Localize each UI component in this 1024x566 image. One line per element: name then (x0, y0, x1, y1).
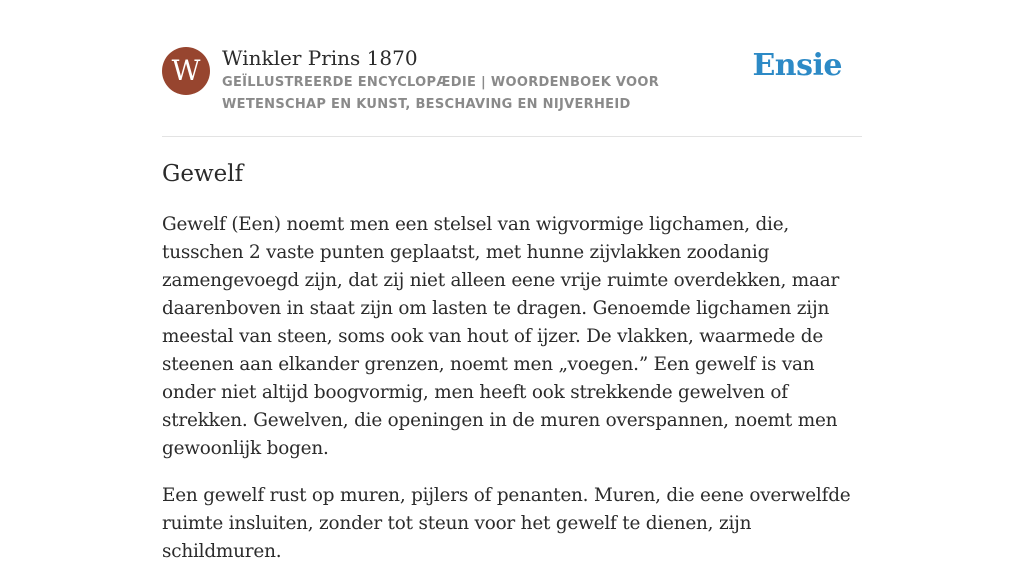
article (162, 156, 864, 566)
source-subtitle: GEÏLLUSTREERDE ENCYCLOPÆDIE | WOORDENBOEK VOOR WETENSCHAP EN KUNST, BESCHAVING EN NIJVERHEID (222, 75, 660, 112)
article-paragraph: Een gewelf rust op muren, pijlers of penanten. Muren, die eene overwelfde ruimte insluiten, zonder tot steun voor het gewelf te dienen, zijn schildmuren. (162, 485, 851, 562)
brand-logo-link[interactable]: Ensie (752, 48, 842, 83)
article-title: Gewelf (162, 161, 244, 187)
source-header (162, 44, 862, 137)
source-avatar[interactable]: W (162, 47, 210, 95)
source-title[interactable]: Winkler Prins 1870 (222, 46, 418, 70)
article-paragraph: Gewelf (Een) noemt men een stelsel van wigvormige ligchamen, die, tusschen 2 vaste punten geplaatst, met hunne zijvlakken zoodanig zamengevoegd zijn, dat zij niet alleen eene vrije ruimte overdekken, maar daarenboven in staat zijn om lasten te dragen. Genoemde ligchamen zijn meestal van steen, soms ook van hout of ijzer. De vlakken, waarmede de steenen aan elkander grenzen, noemt men „voegen.” Een gewelf is van onder niet altijd boogvormig, men heeft ook strekkende gewelven of strekken. Gewelven, die openingen in de muren overspannen, noemt men gewoonlijk bogen. (162, 214, 840, 459)
